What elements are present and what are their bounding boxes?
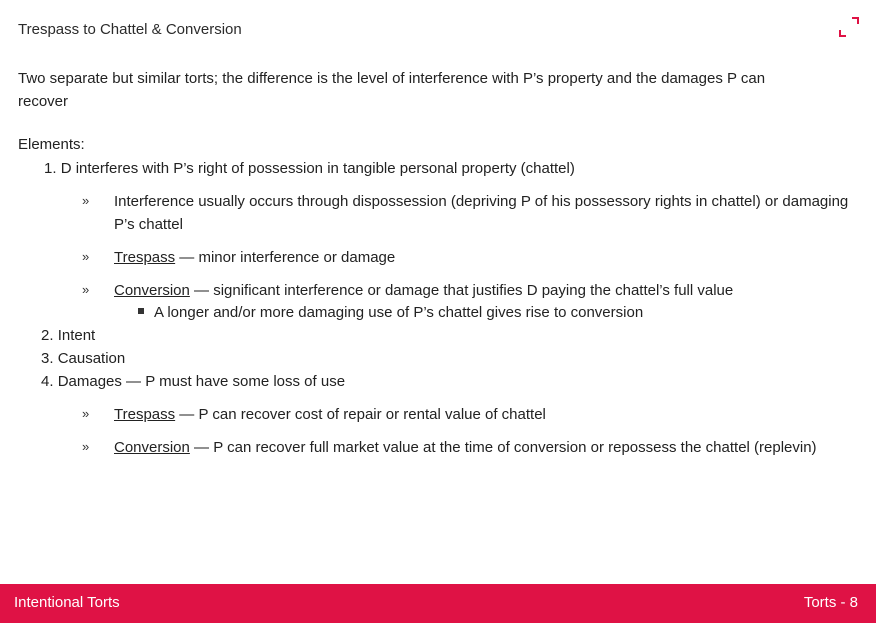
sub-item (114, 436, 854, 459)
element-4 (41, 370, 345, 393)
term-conversion: Conversion (114, 282, 190, 299)
element-3 (41, 347, 125, 370)
bullet-icon: » (82, 282, 90, 297)
element-number: 1. (44, 160, 57, 177)
footer-bar (0, 584, 876, 623)
sub-item-text: — P can recover cost of repair or rental value of chattel (175, 406, 546, 423)
expand-icon[interactable] (838, 16, 860, 38)
elements-label: Elements: (18, 136, 85, 153)
footer-page-label: Torts - 8 (803, 594, 858, 611)
term-conversion: Conversion (114, 439, 190, 456)
element-2 (41, 324, 95, 347)
element-number: 3. (41, 350, 54, 367)
element-number: 4. (41, 373, 54, 390)
sub-item (114, 279, 854, 302)
sub-item-text: — minor interference or damage (175, 249, 396, 266)
sub-item (114, 403, 854, 426)
square-bullet-icon (138, 308, 144, 314)
footer-section-label: Intentional Torts (14, 594, 120, 611)
page-title: Trespass to Chattel & Conversion (18, 21, 242, 38)
element-text: D interferes with P’s right of possession in tangible personal property (chattel) (60, 160, 575, 177)
element-number: 2. (41, 327, 54, 344)
term-trespass: Trespass (114, 406, 176, 423)
sub-item (114, 246, 854, 269)
sub-item-text: — P can recover full market value at the time of conversion or repossess the chattel (replevin) (189, 439, 817, 456)
element-1 (44, 157, 575, 180)
element-text: Causation (57, 350, 126, 367)
bullet-icon: » (82, 439, 90, 454)
term-trespass: Trespass (114, 249, 176, 266)
element-text: Intent (57, 327, 96, 344)
element-text: Damages — P must have some loss of use (57, 373, 346, 390)
bullet-icon: » (82, 249, 90, 264)
intro-text: Two separate but similar torts; the difference is the level of interference with P’s property and the damages P can recover (18, 70, 766, 110)
sub-item: Interference usually occurs through dispossession (depriving P of his possessory rights in chattel) or damaging P’s chattel (114, 193, 849, 233)
conversion-note: A longer and/or more damaging use of P’s chattel gives rise to conversion (154, 304, 644, 321)
sub-item-text: — significant interference or damage that justifies D paying the chattel’s full value (189, 282, 734, 299)
bullet-icon: » (82, 406, 90, 421)
bullet-icon: » (82, 193, 90, 208)
